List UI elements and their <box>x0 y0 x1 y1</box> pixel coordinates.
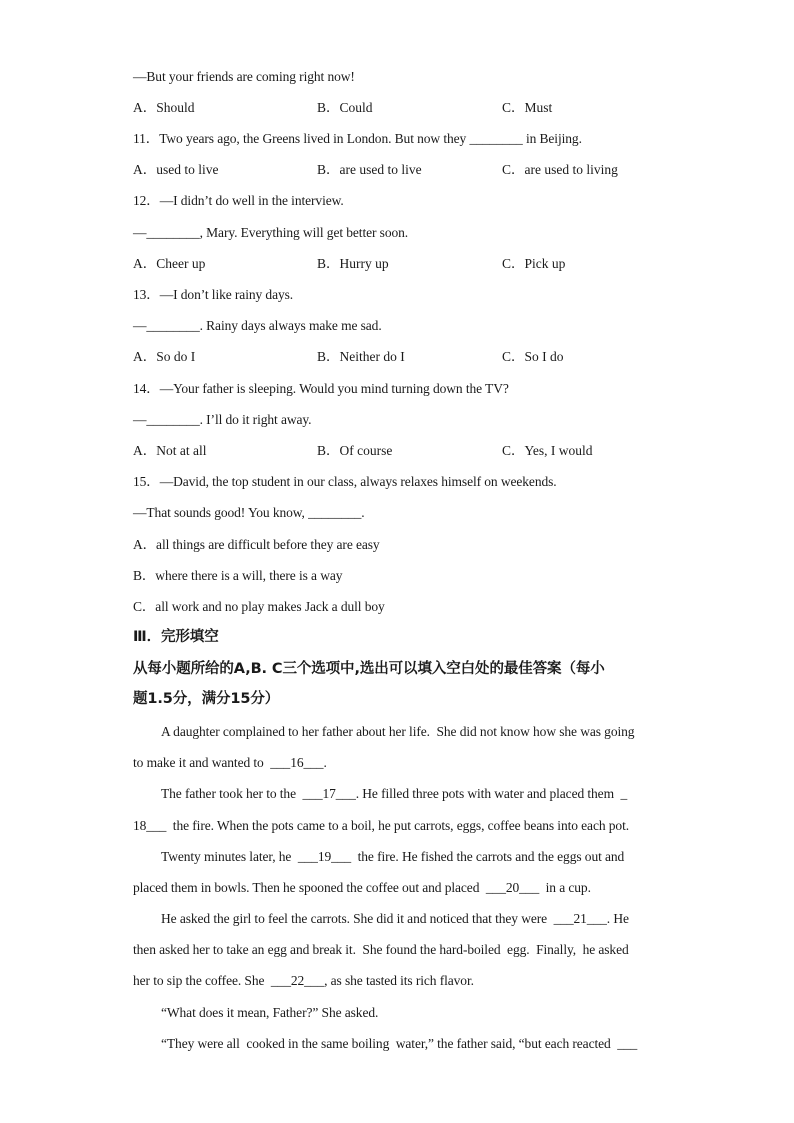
q13-option-b[interactable]: B．Neither do I <box>317 349 405 364</box>
q12-option-a[interactable]: A．Cheer up <box>133 256 206 271</box>
q15-option-a[interactable]: A．all things are difficult before they are easy <box>133 537 380 552</box>
q14-option-c[interactable]: C．Yes, I would <box>502 443 593 458</box>
q13-stem: 13．—I don’t like rainy days. <box>133 287 294 302</box>
q14-option-a[interactable]: A．Not at all <box>133 443 207 458</box>
q11-option-b[interactable]: B．are used to live <box>317 162 422 177</box>
q10-response: —But your friends are coming right now! <box>133 69 355 84</box>
q13-response: —________. Rainy days always make me sad. <box>133 318 382 333</box>
passage-line: He asked the girl to feel the carrots. She did it and noticed that they were ___21___. He <box>161 911 629 926</box>
q14-option-b[interactable]: B．Of course <box>317 443 393 458</box>
q10-option-c[interactable]: C．Must <box>502 100 553 115</box>
section-heading: Ⅲ．完形填空 <box>133 629 219 645</box>
q11-option-c[interactable]: C．are used to living <box>502 162 618 177</box>
passage-line: to make it and wanted to ___16___. <box>133 755 327 770</box>
q14-stem: 14．—Your father is sleeping. Would you mind turning down the TV? <box>133 381 509 396</box>
passage-line: The father took her to the ___17___. He filled three pots with water and placed them _ <box>161 786 628 801</box>
q15-stem: 15．—David, the top student in our class, always relaxes himself on weekends. <box>133 474 557 489</box>
passage-line: 18___ the fire. When the pots came to a boil, he put carrots, eggs, coffee beans into each pot. <box>133 818 629 833</box>
passage-line: placed them in bowls. Then he spooned the coffee out and placed ___20___ in a cup. <box>133 880 591 895</box>
passage-line: Twenty minutes later, he ___19___ the fire. He fished the carrots and the eggs out and <box>161 849 625 864</box>
q11-option-a[interactable]: A．used to live <box>133 162 219 177</box>
q11-stem: 11．Two years ago, the Greens lived in London. But now they ________ in Beijing. <box>133 131 582 146</box>
passage-line: “What does it mean, Father?” She asked. <box>161 1005 379 1020</box>
passage-line: her to sip the coffee. She ___22___, as she tasted its rich flavor. <box>133 973 474 988</box>
q10-option-a[interactable]: A．Should <box>133 100 195 115</box>
q12-option-b[interactable]: B．Hurry up <box>317 256 389 271</box>
passage-line: “They were all cooked in the same boiling water,” the father said, “but each reacted ___ <box>161 1036 638 1051</box>
q15-response: —That sounds good! You know, ________. <box>133 505 365 520</box>
passage-line: then asked her to take an egg and break it. She found the hard-boiled egg. Finally, he asked <box>133 942 629 957</box>
q15-option-c[interactable]: C．all work and no play makes Jack a dull boy <box>133 599 385 614</box>
q15-option-b[interactable]: B．where there is a will, there is a way <box>133 568 343 583</box>
section-instruction-line-1: 从每小题所给的A,B. C三个选项中,选出可以填入空白处的最佳答案（每小 <box>133 661 605 677</box>
q12-response: —________, Mary. Everything will get better soon. <box>133 225 409 240</box>
q13-option-c[interactable]: C．So I do <box>502 349 564 364</box>
q10-option-b[interactable]: B．Could <box>317 100 373 115</box>
q12-stem: 12．—I didn’t do well in the interview. <box>133 193 344 208</box>
q13-option-a[interactable]: A．So do I <box>133 349 196 364</box>
q12-option-c[interactable]: C．Pick up <box>502 256 566 271</box>
section-instruction-line-2: 题1.5分，满分15分） <box>133 691 280 707</box>
q14-response: —________. I’ll do it right away. <box>133 412 312 427</box>
passage-line: A daughter complained to her father about her life. She did not know how she was going <box>161 724 635 739</box>
